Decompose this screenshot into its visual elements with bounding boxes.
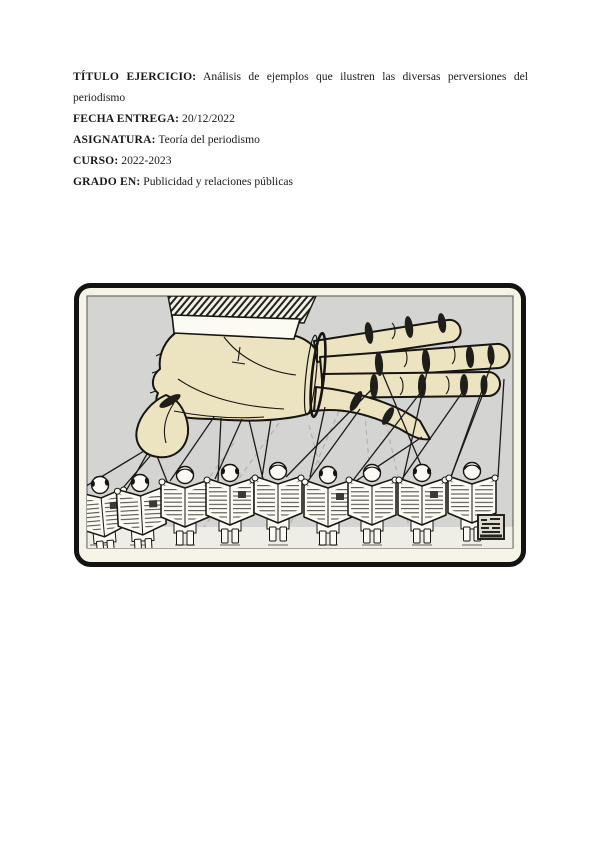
field-grado-value: Publicidad y relaciones públicas	[143, 175, 293, 188]
artist-signature-stamp	[478, 515, 504, 539]
field-titulo	[73, 66, 528, 108]
field-grado	[73, 171, 528, 192]
field-fecha	[73, 108, 528, 129]
field-curso	[73, 150, 528, 171]
puppeteer-sleeve	[168, 296, 316, 339]
field-asignatura-value: Teoría del periodismo	[158, 133, 260, 146]
editorial-cartoon	[74, 283, 526, 567]
field-titulo-value: Análisis de ejemplos que ilustren las diversas perversiones del periodismo	[73, 70, 528, 104]
field-curso-label: CURSO:	[73, 154, 119, 167]
header-fields	[0, 0, 600, 192]
field-grado-label: GRADO EN:	[73, 175, 141, 188]
field-curso-value: 2022-2023	[121, 154, 172, 167]
field-titulo-label: TÍTULO EJERCICIO:	[73, 70, 197, 83]
field-fecha-label: FECHA ENTREGA:	[73, 112, 180, 125]
field-asignatura	[73, 129, 528, 150]
field-asignatura-label: ASIGNATURA:	[73, 133, 156, 146]
field-fecha-value: 20/12/2022	[182, 112, 235, 125]
